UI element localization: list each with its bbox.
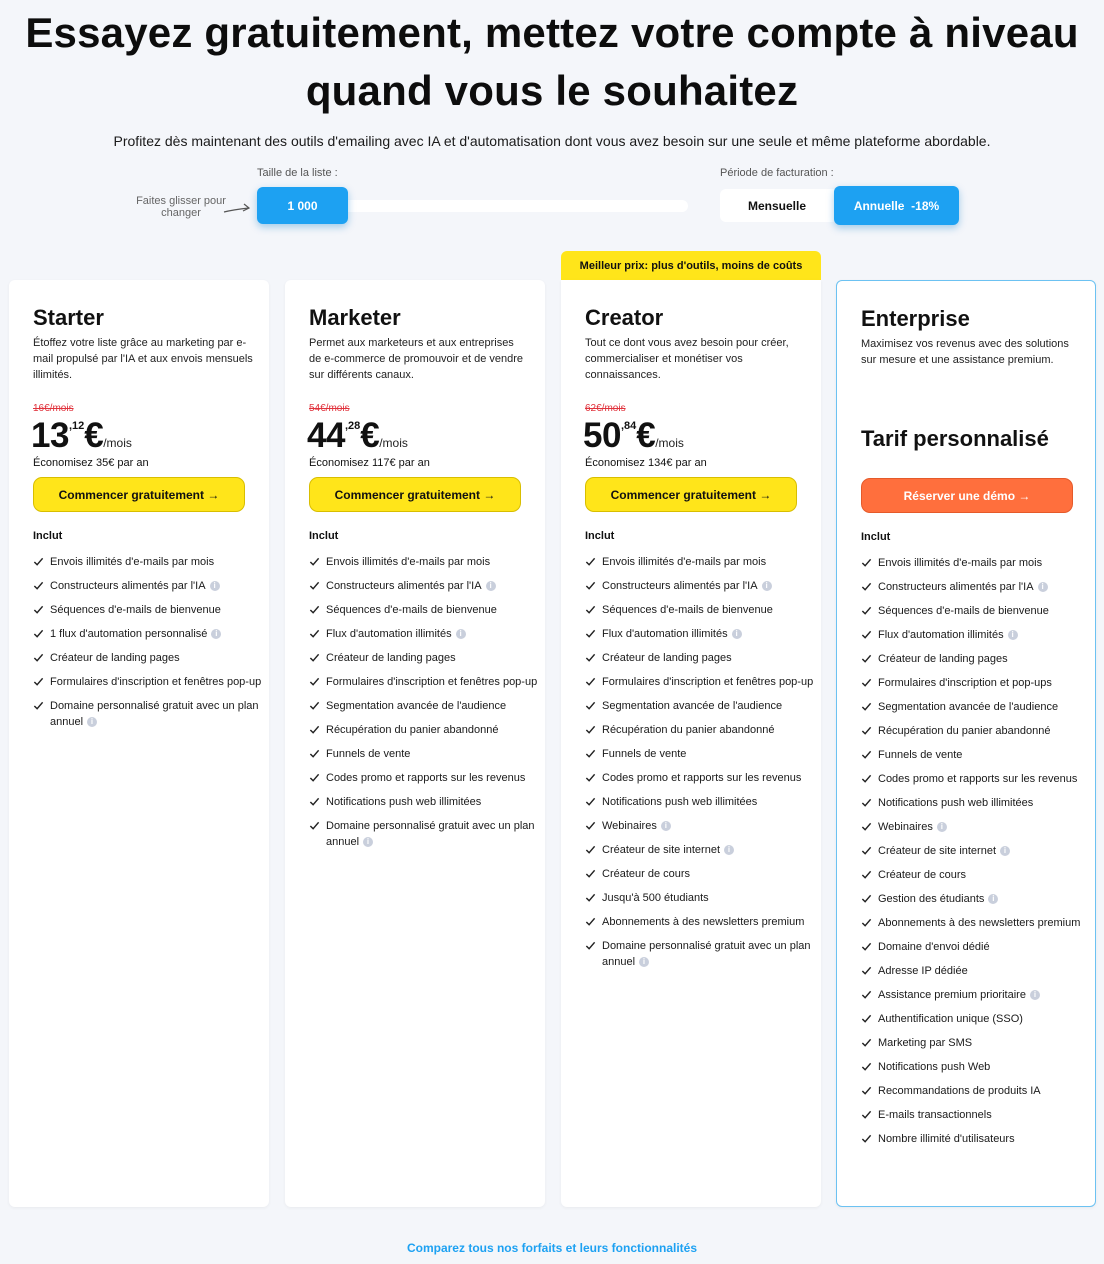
plan-card-creator [561,280,821,1207]
drag-hint: Faites glisser pour changer [136,195,226,219]
feature-item [861,867,1091,883]
info-icon[interactable]: i [1000,846,1010,856]
feature-text: Formulaires d'inscription et pop-ups [878,677,1052,689]
feature-item [861,723,1091,739]
check-icon [861,917,872,928]
plan-price [583,416,684,456]
feature-text: Envois illimités d'e-mails par mois [602,556,767,568]
check-icon [861,749,872,760]
price-unit: /mois [379,436,408,450]
feature-text: Flux d'automation illimités [602,628,728,640]
feature-item [585,818,815,834]
info-icon[interactable]: i [661,821,671,831]
check-icon [309,796,320,807]
book-demo-button[interactable]: Réserver une démo → [861,478,1073,513]
check-icon [585,916,596,927]
feature-text: Funnels de vente [878,749,963,761]
check-icon [33,604,44,615]
billing-toggle [720,189,959,222]
list-size-label: Taille de la liste : [257,167,338,179]
feature-text: Constructeurs alimentés par l'IA [326,580,482,592]
check-icon [33,556,44,567]
feature-item [585,794,815,810]
check-icon [861,869,872,880]
check-icon [861,629,872,640]
feature-text: Codes promo et rapports sur les revenus [602,772,802,784]
start-free-button[interactable]: Commencer gratuitement → [585,477,797,512]
check-icon [585,868,596,879]
check-icon [861,965,872,976]
feature-text: Récupération du panier abandonné [326,724,499,736]
feature-item [33,578,263,594]
check-icon [309,700,320,711]
feature-text: Créateur de cours [878,869,967,881]
feature-item [585,674,815,690]
feature-item [861,795,1091,811]
check-icon [585,604,596,615]
plan-savings: Économisez 134€ par an [585,457,707,469]
plan-price [307,416,408,456]
feature-text: E-mails transactionnels [878,1109,992,1121]
feature-text: Authentification unique (SSO) [878,1013,1023,1025]
included-label: Inclut [585,530,615,542]
check-icon [585,652,596,663]
check-icon [861,677,872,688]
plan-old-price: 16€/mois [33,403,74,414]
feature-text: Flux d'automation illimités [878,629,1004,641]
feature-item [861,843,1091,859]
feature-text: Segmentation avancée de l'audience [602,700,783,712]
start-free-button[interactable]: Commencer gratuitement → [309,477,521,512]
check-icon [585,796,596,807]
feature-list [861,555,1091,1155]
feature-item [309,602,539,618]
feature-text: Funnels de vente [326,748,411,760]
check-icon [585,844,596,855]
feature-text: Créateur de landing pages [50,652,180,664]
price-cents: ,12 [68,420,85,432]
feature-item [861,675,1091,691]
check-icon [585,772,596,783]
price-integer: 13 [31,416,69,455]
feature-item [585,866,815,882]
check-icon [33,700,44,711]
check-icon [861,941,872,952]
feature-item [861,627,1091,643]
feature-text: Créateur de landing pages [326,652,456,664]
check-icon [33,628,44,639]
check-icon [309,748,320,759]
billing-monthly-option[interactable]: Mensuelle [747,198,807,213]
check-icon [309,724,320,735]
check-icon [309,580,320,591]
feature-item [585,770,815,786]
check-icon [309,604,320,615]
feature-text: Segmentation avancée de l'audience [878,701,1059,713]
feature-item [861,891,1091,907]
feature-item [861,651,1091,667]
feature-text: Envois illimités d'e-mails par mois [326,556,491,568]
feature-text: Créateur de landing pages [602,652,732,664]
best-price-badge: Meilleur prix: plus d'outils, moins de coûts [561,251,821,280]
info-icon[interactable]: i [639,957,649,967]
feature-text: Domaine d'envoi dédié [878,941,990,953]
plan-name: Marketer [309,305,401,330]
feature-text: Assistance premium prioritaire [878,989,1026,1001]
feature-item [309,818,539,850]
info-icon[interactable]: i [937,822,947,832]
info-icon[interactable]: i [732,629,742,639]
feature-text: Abonnements à des newsletters premium [602,916,805,928]
price-cents: ,28 [344,420,361,432]
feature-text: Codes promo et rapports sur les revenus [326,772,526,784]
price-cents: ,84 [620,420,637,432]
price-integer: 44 [307,416,345,455]
price-unit: /mois [655,436,684,450]
info-icon[interactable]: i [210,581,220,591]
price-currency: € [636,416,656,455]
feature-text: Séquences d'e-mails de bienvenue [50,604,221,616]
check-icon [33,676,44,687]
feature-text: Segmentation avancée de l'audience [326,700,507,712]
feature-text: Domaine personnalisé gratuit avec un plan annuel [602,940,811,968]
feature-list [585,554,815,978]
info-icon[interactable]: i [724,845,734,855]
check-icon [585,700,596,711]
check-icon [861,1085,872,1096]
feature-text: Formulaires d'inscription et fenêtres pop-up [326,676,538,688]
check-icon [33,580,44,591]
feature-item [585,578,815,594]
plan-description: Maximisez vos revenus avec des solutions sur mesure et une assistance premium. [861,338,1069,366]
feature-text: Flux d'automation illimités [326,628,452,640]
feature-item [309,770,539,786]
check-icon [33,652,44,663]
info-icon[interactable]: i [363,837,373,847]
info-icon[interactable]: i [87,717,97,727]
feature-text: Webinaires [878,821,933,833]
info-icon[interactable]: i [988,894,998,904]
check-icon [861,605,872,616]
check-icon [861,725,872,736]
feature-item [861,771,1091,787]
feature-item [585,746,815,762]
feature-item [861,699,1091,715]
info-icon[interactable]: i [456,629,466,639]
check-icon [309,676,320,687]
feature-item [309,794,539,810]
feature-item [33,650,263,666]
list-size-slider-thumb[interactable]: 1 000 [257,187,348,224]
check-icon [309,772,320,783]
feature-text: Webinaires [602,820,657,832]
plan-name: Enterprise [861,306,970,331]
check-icon [861,797,872,808]
page-subtitle: Profitez dès maintenant des outils d'emailing avec IA et d'automatisation dont vous avez besoin sur une seule et même plateforme abordable. [113,133,991,149]
check-icon [309,652,320,663]
feature-text: Récupération du panier abandonné [878,725,1051,737]
feature-text: Créateur de cours [602,868,691,880]
price-currency: € [360,416,380,455]
custom-price: Tarif personnalisé [861,426,1049,451]
check-icon [309,628,320,639]
feature-text: Adresse IP dédiée [878,965,968,977]
check-icon [585,892,596,903]
price-unit: /mois [103,436,132,450]
check-icon [861,845,872,856]
check-icon [585,820,596,831]
included-label: Inclut [33,530,63,542]
info-icon[interactable]: i [1008,630,1018,640]
plan-name: Creator [585,305,664,330]
feature-item [585,626,815,642]
check-icon [585,748,596,759]
page-title: Essayez gratuitement, mettez votre compte à niveau quand vous le souhaitez [25,9,1079,114]
check-icon [585,940,596,951]
feature-item [861,1011,1091,1027]
plan-description: Permet aux marketeurs et aux entreprises de e-commerce de promouvoir et de vendre sur différents canaux. [309,337,523,381]
feature-text: Envois illimités d'e-mails par mois [50,556,215,568]
check-icon [861,1037,872,1048]
feature-item [585,722,815,738]
check-icon [861,653,872,664]
plan-description: Étoffez votre liste grâce au marketing par e-mail propulsé par l'IA et aux envois mensuels illimités. [33,337,253,381]
plan-description: Tout ce dont vous avez besoin pour créer, commercialiser et monétiser vos connaissances. [585,337,789,381]
feature-text: Codes promo et rapports sur les revenus [878,773,1078,785]
info-icon[interactable]: i [1030,990,1040,1000]
feature-text: Domaine personnalisé gratuit avec un plan annuel [326,820,535,848]
feature-item [33,602,263,618]
plan-savings: Économisez 35€ par an [33,457,149,469]
feature-text: Créateur de landing pages [878,653,1008,665]
feature-list [309,554,539,858]
feature-item [861,1059,1091,1075]
feature-item [585,914,815,930]
check-icon [861,773,872,784]
feature-text: Notifications push web illimitées [602,796,758,808]
check-icon [861,581,872,592]
feature-text: Funnels de vente [602,748,687,760]
feature-text: Gestion des étudiants [878,893,985,905]
feature-item [861,915,1091,931]
feature-item [309,674,539,690]
info-icon[interactable]: i [1038,582,1048,592]
feature-item [861,963,1091,979]
feature-text: Notifications push Web [878,1061,991,1073]
feature-item [309,554,539,570]
feature-item [33,698,263,730]
compare-plans-link[interactable]: Comparez tous nos forfaits et leurs fonctionnalités [406,1241,698,1255]
hint-arrow-icon [222,201,252,215]
feature-item [585,842,815,858]
feature-item [33,674,263,690]
plan-card-marketer [285,280,545,1207]
check-icon [861,893,872,904]
feature-item [861,747,1091,763]
feature-text: Constructeurs alimentés par l'IA [602,580,758,592]
feature-item [309,698,539,714]
price-integer: 50 [583,416,621,455]
feature-item [585,698,815,714]
check-icon [861,1133,872,1144]
feature-text: Formulaires d'inscription et fenêtres pop-up [50,676,262,688]
feature-text: Domaine personnalisé gratuit avec un plan annuel [50,700,259,728]
feature-item [861,579,1091,595]
check-icon [861,1061,872,1072]
check-icon [861,1013,872,1024]
feature-text: Jusqu'à 500 étudiants [602,892,709,904]
feature-text: Séquences d'e-mails de bienvenue [878,605,1049,617]
feature-item [585,890,815,906]
feature-text: Notifications push web illimitées [878,797,1034,809]
feature-text: Notifications push web illimitées [326,796,482,808]
plan-name: Starter [33,305,104,330]
feature-item [309,626,539,642]
check-icon [861,821,872,832]
feature-item [861,1035,1091,1051]
feature-text: Récupération du panier abandonné [602,724,775,736]
check-icon [585,676,596,687]
feature-item [861,819,1091,835]
feature-text: Constructeurs alimentés par l'IA [878,581,1034,593]
check-icon [585,628,596,639]
feature-item [585,650,815,666]
included-label: Inclut [309,530,339,542]
feature-item [33,626,263,642]
feature-item [309,578,539,594]
feature-text: Créateur de site internet [878,845,997,857]
feature-item [861,1107,1091,1123]
feature-text: Recommandations de produits IA [878,1085,1041,1097]
billing-period-label: Période de facturation : [720,167,834,179]
check-icon [585,724,596,735]
feature-item [861,603,1091,619]
info-icon[interactable]: i [762,581,772,591]
plan-card-enterprise [836,280,1096,1207]
check-icon [309,820,320,831]
check-icon [861,557,872,568]
feature-item [309,650,539,666]
feature-text: Séquences d'e-mails de bienvenue [602,604,773,616]
feature-text: Créateur de site internet [602,844,721,856]
feature-item [861,939,1091,955]
feature-item [309,722,539,738]
feature-item [585,938,815,970]
plan-savings: Économisez 117€ par an [309,457,430,469]
feature-text: 1 flux d'automation personnalisé [50,628,208,640]
feature-item [309,746,539,762]
included-label: Inclut [861,531,891,543]
feature-item [861,1083,1091,1099]
check-icon [585,580,596,591]
feature-item [33,554,263,570]
check-icon [861,701,872,712]
feature-text: Nombre illimité d'utilisateurs [878,1133,1015,1145]
feature-item [861,1131,1091,1147]
feature-item [861,987,1091,1003]
plan-old-price: 62€/mois [585,403,626,414]
plan-price [31,416,132,456]
feature-text: Abonnements à des newsletters premium [878,917,1081,929]
feature-list [33,554,263,738]
check-icon [309,556,320,567]
info-icon[interactable]: i [486,581,496,591]
info-icon[interactable]: i [211,629,221,639]
feature-item [861,555,1091,571]
feature-text: Envois illimités d'e-mails par mois [878,557,1043,569]
billing-annual-option[interactable]: Annuelle -18% [834,186,959,225]
check-icon [861,1109,872,1120]
feature-text: Marketing par SMS [878,1037,973,1049]
feature-item [585,554,815,570]
feature-text: Formulaires d'inscription et fenêtres pop-up [602,676,814,688]
feature-text: Constructeurs alimentés par l'IA [50,580,206,592]
check-icon [861,989,872,1000]
feature-item [585,602,815,618]
plan-old-price: 54€/mois [309,403,350,414]
start-free-button[interactable]: Commencer gratuitement → [33,477,245,512]
check-icon [585,556,596,567]
price-currency: € [84,416,104,455]
feature-text: Séquences d'e-mails de bienvenue [326,604,497,616]
plan-card-starter [9,280,269,1207]
